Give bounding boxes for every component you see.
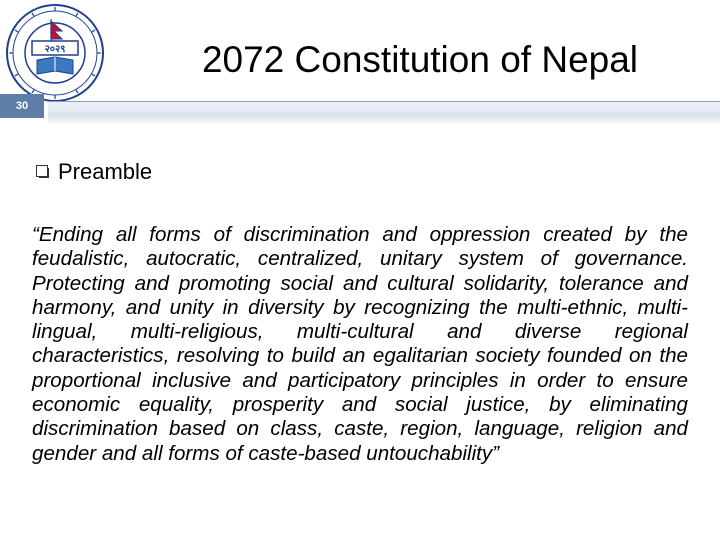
slide-title: 2072 Constitution of Nepal <box>201 39 639 80</box>
header-divider <box>48 101 720 125</box>
staff-college-seal-icon <box>4 2 106 104</box>
preamble-heading: Preamble <box>58 159 153 184</box>
slide-number: 30 <box>0 94 44 118</box>
preamble-quote: “Ending all forms of discrimination and oppression created by the feudalistic, autocratic, centralized, unitary system of governance. Protecting and promoting social and cultural solidarity, tolerance and harmony, and unity in diversity by recognizing the multi-ethnic, multi-lingual, multi-religious, multi-cultural and diverse regional characteristics, resolving to build an egalitarian society founded on the proportional inclusive and participatory principles in order to ensure economic equality, prosperity and social justice, by eliminating discrimination based on class, caste, region, language, religion and gender and all forms of caste-based untouchability” <box>32 223 688 465</box>
seal-year-text: २०२९ <box>44 44 66 55</box>
bullet-icon <box>36 165 48 177</box>
